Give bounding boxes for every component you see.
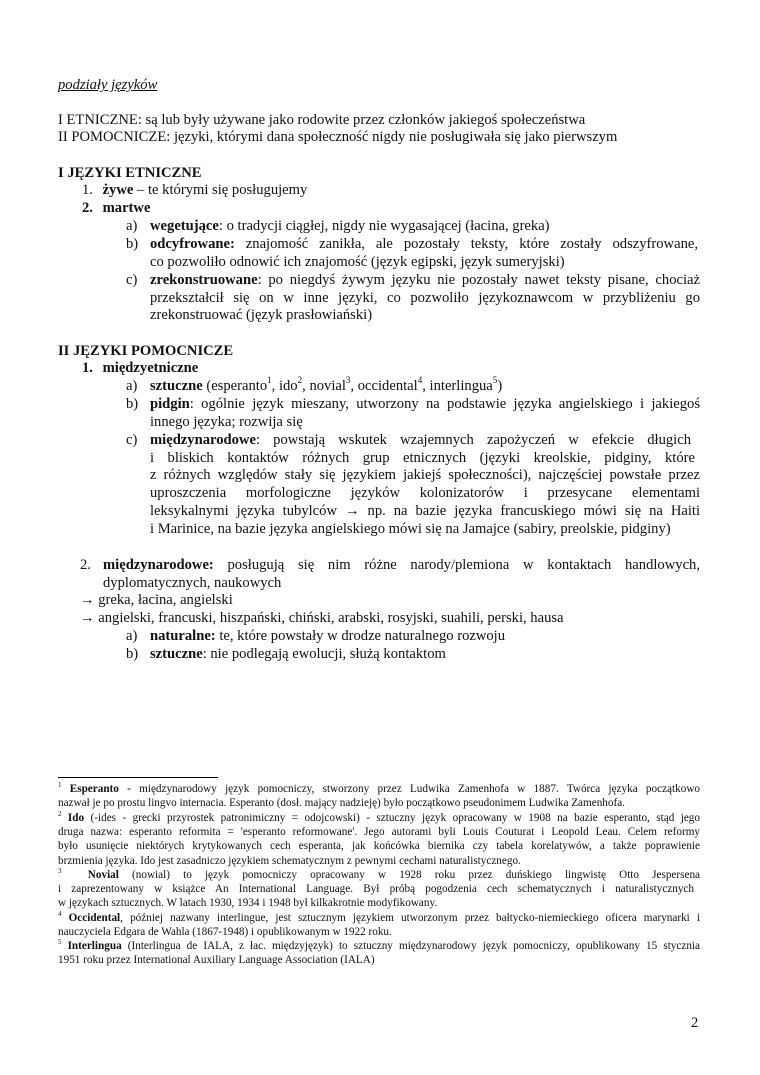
term: Ido	[67, 812, 85, 824]
footnote	[58, 782, 700, 796]
list-item	[150, 431, 691, 449]
sub-item-letter: c)	[126, 432, 138, 448]
sub-item-letter: b)	[126, 396, 139, 412]
footnote-text: międzynarodowy język pomocniczy, stworzony przez Ludwika Zamenhofa w 1887. Twórca języka początkowo	[130, 783, 700, 795]
footnote-text: druga nazwa: esperanto reformita = 'esperanto reformowane'. Jego autorami byli Louis Couturat i Leopold Leau. Celem reformy	[58, 826, 700, 838]
list-item	[103, 556, 700, 574]
footnote-ref: 2	[297, 375, 303, 386]
item-text: co pozwoliło odnowić ich znajomość (język egipski, język sumeryjski)	[150, 254, 565, 270]
list-number: 1.	[82, 182, 93, 198]
list-item	[150, 377, 502, 395]
term: odcyfrowane:	[150, 236, 235, 252]
footnote-text: brzmienia języka. Ido jest zasadniczo językiem schematycznym z pewnymi cechami naturalistycznego.	[58, 855, 521, 867]
term: zrekonstruowane	[150, 272, 258, 288]
list-number: 1.	[82, 360, 93, 376]
sub-item-letter: a)	[126, 628, 138, 644]
term: międzynarodowe	[150, 432, 256, 448]
term: międzyetniczne	[102, 360, 199, 376]
section-heading: I JĘZYKI ETNICZNE	[58, 165, 202, 181]
item-text: : powstają wskutek wzajemnych zapożyczeń w efekcie długich	[255, 432, 691, 448]
item-text: posługują się nim różne narody/plemiona w kontaktach handlowych,	[213, 557, 700, 573]
item-text: : nie podlegają ewolucji, służą kontaktom	[202, 646, 446, 662]
term: martwe	[102, 200, 151, 216]
intro-line: II POMOCNICZE: języki, którymi dana społeczność nigdy nie posługiwała się jako pierwszym	[58, 129, 618, 145]
item-text: z różnych względów stały się językiem jakiejś społeczności), najczęściej powstałe przez	[150, 467, 700, 483]
item-text: )	[497, 378, 503, 394]
footnote-text: 1951 roku przez International Auxiliary Language Association (IALA)	[58, 954, 375, 966]
list-item	[150, 271, 700, 289]
term: naturalne:	[150, 628, 216, 644]
arrow-line: → greka, łacina, angielski	[80, 592, 233, 608]
term: międzynarodowe:	[103, 557, 214, 573]
list-item	[82, 359, 198, 377]
footnote	[58, 868, 700, 882]
term: żywe	[102, 182, 134, 198]
footnote-text: (Interlingua de IALA, z łac. międzyjęzyk) to sztuczny międzynarodowy język pomocniczy, opublikowany 15 stycznia	[121, 940, 701, 952]
item-text: : po niegdyś żywym języku nie pozostały nawet teksty pisane, chociaż	[257, 272, 700, 288]
footnote-number: 2	[58, 809, 62, 818]
footnote-text: , później nazwany interlingue, jest sztucznym językiem utworzonym przez bałtycko-niemieckiego oficera marynarki i	[120, 912, 700, 924]
section-heading: II JĘZYKI POMOCNICZE	[58, 343, 234, 359]
footnote-separator	[58, 777, 218, 778]
list-item	[82, 181, 307, 199]
list-item	[150, 645, 446, 663]
sub-item-letter: b)	[126, 646, 139, 662]
list-number: 2.	[80, 557, 91, 573]
term: sztuczne	[150, 646, 203, 662]
arrow-line: → angielski, francuski, hiszpański, chiński, arabski, rosyjski, suahili, perski, hausa	[80, 610, 564, 626]
footnote-ref: 5	[492, 375, 498, 386]
item-text: dyplomatycznych, naukowych	[103, 575, 282, 591]
item-text: , ido	[271, 378, 298, 394]
item-text: zrekonstruować (język prasłowiański)	[150, 307, 373, 323]
footnote-text: (nowial) to język pomocniczy opracowany w 1928 roku przez duńskiego lingwistę Otto Jespersena	[118, 869, 701, 881]
term: Interlingua	[67, 940, 122, 952]
footnote	[58, 811, 700, 825]
page-title: podziały języków	[58, 77, 158, 93]
sub-item-letter: b)	[126, 236, 139, 252]
footnote-ref: 3	[345, 375, 351, 386]
list-item	[150, 217, 550, 235]
term: Novial	[87, 869, 119, 881]
footnote-number: 3	[58, 866, 62, 875]
list-item	[82, 199, 150, 217]
footnote-text: nazwał je po prostu lingvo internacia. Esperanto (dosł. mający nadzieję) było początkowo pseudonimem Ludwika Zamenhofa.	[58, 797, 625, 809]
term: Esperanto -	[69, 783, 131, 795]
list-item	[150, 235, 698, 253]
item-text: i Marinice, na bazie języka angielskiego mówi się na Jamajce (sabiry, preolskie, pidginy)	[150, 521, 671, 537]
footnote-text: w językach sztucznych. W latach 1930, 1934 i 1948 był kilkakrotnie modyfikowany.	[58, 897, 438, 909]
item-text: leksykalnymi języka tubylców → np. na bazie języka francuskiego mówi się na Haiti	[150, 503, 700, 519]
footnote-text: i zaprezentowany w książce An International Language. Był próbą pogodzenia cech schematycznych i naturalistycznych	[58, 883, 694, 895]
term: sztuczne	[150, 378, 203, 394]
footnote-text: (-ides - grecki przyrostek patronimiczny = odojcowski) - sztuczny język opracowany w 1908 na bazie esperanto, stąd jego	[84, 812, 700, 824]
item-text: (esperanto	[202, 378, 268, 394]
footnote-text: było usunięcie niektórych krytykowanych cech esperanta, jak końcówka biernika czy tabela korelatywów, a także poprawienie	[58, 840, 700, 852]
intro-line: I ETNICZNE: są lub były używane jako rodowite przez członków jakiegoś społeczeństwa	[58, 112, 586, 128]
footnote-ref: 4	[417, 375, 423, 386]
footnote-number: 4	[58, 909, 62, 918]
footnote-number: 5	[58, 937, 62, 946]
item-text: znajomość zanikła, ale pozostały teksty, które zostały odszyfrowane,	[234, 236, 698, 252]
item-text: : ogólnie język mieszany, utworzony na podstawie języka angielskiego i jakiegoś	[189, 396, 700, 412]
list-item	[150, 627, 505, 645]
item-text: uproszczenia morfologiczne języków kolonizatorów i przesycane elementami	[150, 485, 700, 501]
footnote	[58, 939, 700, 953]
footnote-number: 1	[58, 780, 62, 789]
sub-item-letter: a)	[126, 218, 138, 234]
footnote-text: nauczyciela Edgara de Wahla (1867-1948) i opublikowanym w 1922 roku.	[58, 926, 392, 938]
term: Occidental	[68, 912, 121, 924]
list-item	[150, 395, 700, 413]
item-text: i bliskich kontaktów różnych grup etnicznych (języki kreolskie, pidginy, które	[150, 450, 695, 466]
page-number: 2	[691, 1015, 699, 1031]
sub-item-letter: a)	[126, 378, 138, 394]
footnote-ref: 1	[267, 375, 272, 386]
item-text: , interlingua	[422, 378, 493, 394]
term: wegetujące	[150, 218, 219, 234]
item-text: , occidental	[350, 378, 418, 394]
item-text: te, które powstały w drodze naturalnego rozwoju	[215, 628, 506, 644]
list-number: 2.	[82, 200, 93, 216]
item-text: , novial	[302, 378, 346, 394]
item-text: innego języka; rozwija się	[150, 414, 303, 430]
item-text: – te którymi się posługujemy	[133, 182, 308, 198]
sub-item-letter: c)	[126, 272, 138, 288]
footnote	[58, 911, 700, 925]
item-text: przekształcił się on w inne języki, co pozwoliło językoznawcom w przybliżeniu go	[150, 290, 700, 306]
term: pidgin	[150, 396, 190, 412]
item-text: : o tradycji ciągłej, nigdy nie wygasającej (łacina, greka)	[218, 218, 550, 234]
